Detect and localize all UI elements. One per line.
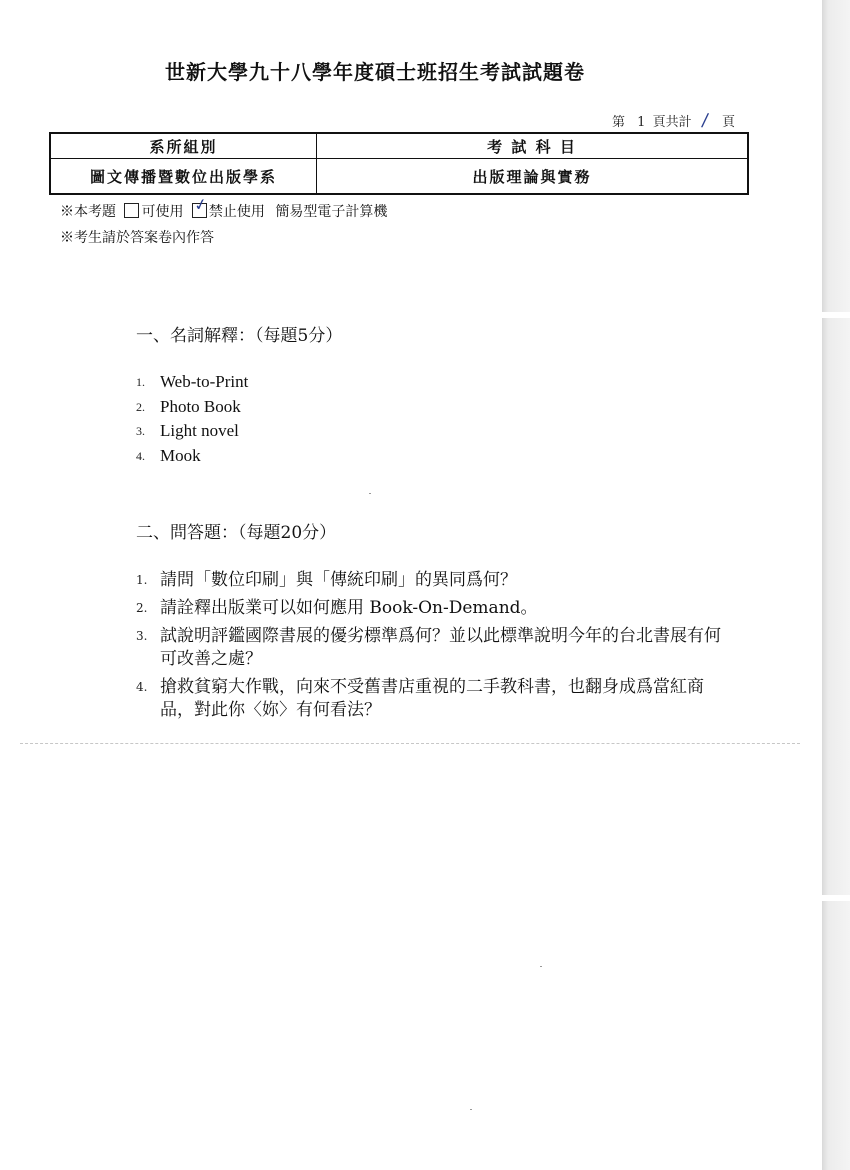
list-item	[136, 395, 248, 420]
item-text: 搶救貧窮大作戰，向來不受舊書店重視的二手教科書，也翻身成爲當紅商品，對此你〈妳〉有何看法？	[160, 677, 704, 720]
forbidden-checkbox	[192, 193, 210, 218]
section1-heading: 一、名詞解釋：（每題5分）	[136, 326, 343, 346]
list-item	[136, 597, 736, 620]
item-number: 4.	[136, 680, 148, 694]
subject-value: 出版理論與實務	[317, 159, 749, 195]
item-number: 1.	[136, 375, 145, 389]
item-text: Photo Book	[160, 396, 241, 416]
scan-edge-nick	[822, 312, 850, 318]
exam-info-table	[49, 132, 749, 195]
list-item	[136, 370, 248, 395]
scan-speck	[470, 1109, 472, 1110]
paper-fold-line	[20, 743, 800, 744]
item-number: 3.	[136, 629, 148, 643]
page-info-suffix: 頁	[721, 115, 735, 130]
total-pages-handwritten: /	[700, 109, 710, 132]
scan-speck	[369, 493, 371, 494]
list-item	[136, 569, 736, 592]
page-info-mid: 頁共計	[652, 115, 692, 130]
list-item	[136, 676, 736, 722]
item-number: 2.	[136, 399, 145, 414]
item-text: Mook	[160, 445, 201, 465]
forbidden-label: 禁止使用	[208, 204, 265, 220]
item-text: Web-to-Print	[160, 372, 249, 391]
calculator-note-suffix: 簡易型電子計算機	[275, 204, 388, 220]
page-info	[612, 110, 735, 131]
subject-header: 考 試 科 目	[317, 133, 749, 159]
section2-heading: 二、問答題：（每題20分）	[136, 523, 337, 543]
dept-value: 圖文傳播暨數位出版學系	[50, 159, 317, 195]
exam-title: 世新大學九十八學年度碩士班招生考試試題卷	[165, 60, 585, 84]
calculator-note	[60, 193, 388, 221]
list-item	[136, 625, 736, 671]
allowed-checkbox	[124, 203, 139, 218]
question-list	[136, 569, 736, 727]
list-item	[136, 444, 248, 469]
item-number: 3.	[136, 424, 145, 438]
dept-header: 系所組別	[50, 133, 317, 159]
list-item	[136, 419, 248, 444]
scan-edge	[822, 0, 850, 1170]
item-text: 請問「數位印刷」與「傳統印刷」的異同爲何？	[160, 570, 517, 590]
allowed-label: 可使用	[141, 204, 184, 220]
item-number: 4.	[136, 448, 145, 463]
item-text: 試說明評鑑國際書展的優劣標準爲何？並以此標準說明今年的台北書展有何可改善之處？	[160, 626, 721, 669]
calculator-note-prefix: ※本考題	[60, 204, 116, 220]
check-mark-icon: ✓	[192, 193, 210, 216]
term-list	[136, 370, 248, 468]
item-text: 請詮釋出版業可以如何應用 Book-On-Demand。	[160, 598, 538, 618]
item-number: 2.	[136, 601, 148, 615]
item-number: 1.	[136, 573, 148, 587]
page-number: 1	[637, 115, 646, 130]
scan-edge-nick	[822, 895, 850, 901]
answer-note: ※考生請於答案卷內作答	[60, 230, 214, 246]
scan-speck	[540, 966, 542, 967]
page-info-prefix: 第	[612, 115, 626, 130]
item-text: Light novel	[160, 421, 239, 440]
